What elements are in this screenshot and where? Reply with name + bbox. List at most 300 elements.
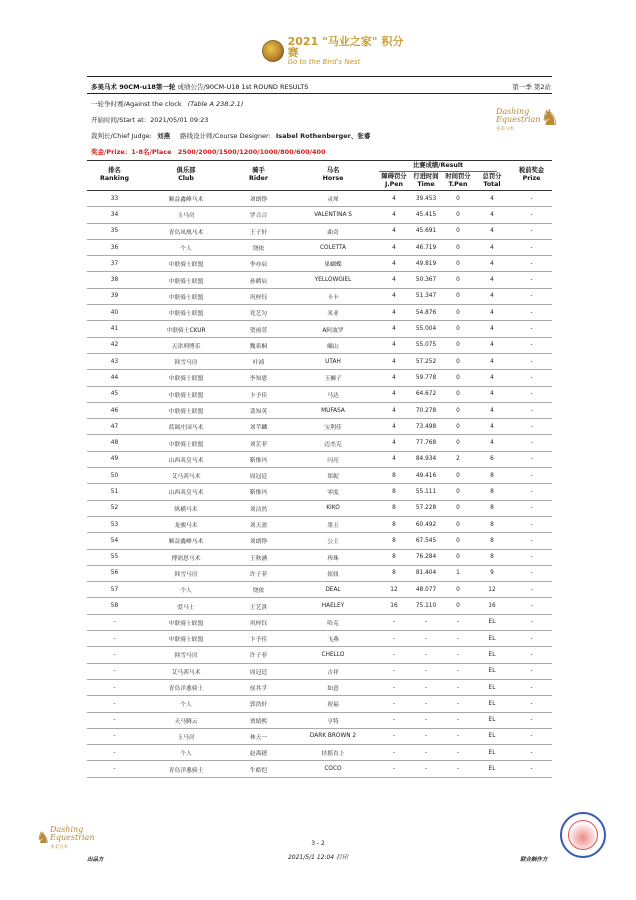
cell-rank: 47 xyxy=(110,423,119,430)
table-row xyxy=(87,517,552,533)
season-label: 第一季 第2站 xyxy=(512,83,551,91)
cell-jpen: - xyxy=(392,766,396,773)
cell-tpen: - xyxy=(456,651,460,658)
cell-total: EL xyxy=(488,749,496,756)
cell-tpen: 0 xyxy=(456,554,460,561)
cell-horse: 米亚 xyxy=(327,311,339,318)
cell-total: 8 xyxy=(490,521,494,528)
cell-prize: - xyxy=(530,635,533,642)
cell-horse: 公主 xyxy=(327,539,339,546)
cell-rider: 林天一 xyxy=(249,734,268,741)
cell-jpen: 8 xyxy=(392,505,396,512)
cell-horse: A阿波罗 xyxy=(322,327,344,334)
cell-total: 4 xyxy=(490,260,494,267)
table-row xyxy=(87,729,552,745)
cell-tpen: - xyxy=(456,668,460,675)
cell-rank: 51 xyxy=(110,488,119,495)
cell-tpen: 0 xyxy=(456,374,460,381)
cell-tpen: 0 xyxy=(456,326,460,333)
cell-jpen: 4 xyxy=(392,195,396,202)
cell-jpen: 8 xyxy=(392,472,396,479)
cell-tpen: - xyxy=(456,717,460,724)
cell-time: 39.453 xyxy=(415,195,437,202)
cell-rank: - xyxy=(113,668,116,675)
cell-total: 4 xyxy=(490,423,494,430)
table-row xyxy=(87,403,552,419)
cell-club: 顺益鑫峰马术 xyxy=(168,539,204,546)
table-row xyxy=(87,468,552,484)
event-logo xyxy=(262,35,412,66)
cell-time: 55.004 xyxy=(415,326,437,333)
cell-jpen: 8 xyxy=(392,570,396,577)
cell-tpen: 0 xyxy=(456,211,460,218)
cell-rank: 53 xyxy=(110,521,119,528)
cell-tpen: 0 xyxy=(456,488,460,495)
cell-rider: 巩梓钰 xyxy=(249,620,268,627)
cell-prize: - xyxy=(530,537,533,544)
cell-total: 4 xyxy=(490,195,494,202)
judge-name: 刘燕 xyxy=(157,132,171,140)
cell-rider: 郭浩轩 xyxy=(249,702,268,709)
cell-club: 博润思马术 xyxy=(171,555,201,562)
cell-prize: - xyxy=(530,195,533,202)
cell-horse: 亨特 xyxy=(327,718,339,725)
officials-line xyxy=(91,131,370,140)
header-bottom-rule xyxy=(87,93,552,94)
cell-total: 8 xyxy=(490,505,494,512)
cell-time: - xyxy=(424,619,428,626)
col-club: 俱乐部 Club xyxy=(176,167,196,182)
cell-time: - xyxy=(424,668,428,675)
cell-jpen: - xyxy=(392,733,396,740)
cell-jpen: 8 xyxy=(392,521,396,528)
designer-label: 路线设计师/Course Designer: xyxy=(180,132,271,140)
cell-horse: 哈克 xyxy=(327,620,339,627)
cell-jpen: - xyxy=(392,717,396,724)
cell-tpen: 0 xyxy=(456,342,460,349)
cell-jpen: 4 xyxy=(392,456,396,463)
cell-time: - xyxy=(424,684,428,691)
cell-time: 76.284 xyxy=(415,554,437,561)
cell-tpen: 0 xyxy=(456,521,460,528)
cell-prize: - xyxy=(530,586,533,593)
table-row xyxy=(87,713,552,729)
table-ref: (Table A 238.2.1) xyxy=(187,100,244,108)
cell-tpen: 2 xyxy=(456,456,460,463)
cell-club: 中联骑士联盟 xyxy=(168,311,204,318)
cell-club: 个人 xyxy=(180,246,192,253)
table-row xyxy=(87,647,552,663)
cell-club: 中联骑士联盟 xyxy=(168,278,204,285)
cell-rider: 侯其孚 xyxy=(249,686,268,693)
cell-total: EL xyxy=(488,717,496,724)
cell-jpen: 8 xyxy=(392,488,396,495)
cell-horse: 玉狮子 xyxy=(324,376,342,383)
cell-tpen: 0 xyxy=(456,603,460,610)
cell-rider: 李知恩 xyxy=(249,376,268,383)
cell-horse: 零度 xyxy=(327,490,339,497)
cell-club: 玉马房 xyxy=(177,734,195,741)
cell-horse: 妞妞 xyxy=(327,571,339,578)
cell-club: 中联骑士联盟 xyxy=(168,294,204,301)
cell-total: EL xyxy=(488,700,496,707)
cell-club: 韩雪马房 xyxy=(174,360,198,367)
cell-horse: KIKO xyxy=(326,505,340,512)
cell-club: 艾马茜马术 xyxy=(171,474,201,481)
cell-club: 个人 xyxy=(180,588,192,595)
cell-tpen: 0 xyxy=(456,407,460,414)
cell-time: - xyxy=(424,766,428,773)
cell-tpen: - xyxy=(456,619,460,626)
table-row xyxy=(87,696,552,712)
cell-club: 青岛洋葱骑士 xyxy=(168,767,204,774)
cell-prize: - xyxy=(530,358,533,365)
cell-rider: 牛皓恺 xyxy=(249,767,268,774)
cell-prize: - xyxy=(530,521,533,528)
cell-tpen: 0 xyxy=(456,309,460,316)
cell-rider: 王秋涵 xyxy=(249,555,268,562)
cell-rank: - xyxy=(113,700,116,707)
cell-tpen: 0 xyxy=(456,228,460,235)
cell-tpen: - xyxy=(456,700,460,707)
cell-time: 67.545 xyxy=(415,537,437,544)
table-row xyxy=(87,289,552,305)
cell-tpen: - xyxy=(456,766,460,773)
table-header xyxy=(87,160,552,191)
cell-time: 55.111 xyxy=(415,488,437,495)
cell-jpen: 4 xyxy=(392,342,396,349)
cell-total: EL xyxy=(488,668,496,675)
group-rule xyxy=(379,171,497,172)
page-number: 3 - 2 xyxy=(311,840,325,847)
table-row xyxy=(87,224,552,240)
table-row xyxy=(87,272,552,288)
cell-rank: 35 xyxy=(110,228,119,235)
cell-horse: 祝福 xyxy=(327,702,339,709)
col-jpen: 障碍罚分 J.Pen xyxy=(381,173,407,188)
cell-club: 青岛凤凰马术 xyxy=(168,229,204,236)
cell-time: 45.415 xyxy=(415,211,437,218)
cell-total: 4 xyxy=(490,342,494,349)
cell-tpen: 0 xyxy=(456,505,460,512)
col-time: 行进时间 Time xyxy=(413,173,439,188)
cell-prize: - xyxy=(530,684,533,691)
table-row xyxy=(87,582,552,598)
table-row xyxy=(87,664,552,680)
cell-rider: 王子轩 xyxy=(249,229,268,236)
cell-total: 6 xyxy=(490,456,494,463)
cell-horse: 扶摇直上 xyxy=(321,751,345,758)
cell-rider: 刘朗铮 xyxy=(249,539,268,546)
cell-total: 4 xyxy=(490,277,494,284)
table-row xyxy=(87,338,552,354)
judge-label: 裁判长/Chief Judge: xyxy=(91,132,152,140)
cell-time: 64.672 xyxy=(415,391,437,398)
cell-prize: - xyxy=(530,391,533,398)
cell-club: 个人 xyxy=(180,702,192,709)
cell-prize: - xyxy=(530,570,533,577)
cell-total: 8 xyxy=(490,554,494,561)
cell-time: 49.416 xyxy=(415,472,437,479)
cell-rider: 党艺匀 xyxy=(249,311,268,318)
cell-time: 73.498 xyxy=(415,423,437,430)
cell-tpen: 1 xyxy=(456,570,460,577)
cell-jpen: - xyxy=(392,749,396,756)
brand-line1: Dashing xyxy=(496,107,530,116)
round-type: 一轮争时赛/Against the clock xyxy=(91,100,182,108)
table-row xyxy=(87,370,552,386)
table-row xyxy=(87,566,552,582)
brand-small: 多美马术 xyxy=(496,126,514,132)
cell-club: 艾马茜马术 xyxy=(171,669,201,676)
cell-rider: 李亦辰 xyxy=(249,262,268,269)
table-row xyxy=(87,615,552,631)
cell-prize: - xyxy=(530,326,533,333)
cell-total: 4 xyxy=(490,326,494,333)
cell-horse: CHELLO xyxy=(321,651,345,658)
cell-rider: 刘洁然 xyxy=(249,506,268,513)
cell-horse: 嘟山 xyxy=(327,343,339,350)
cell-prize: - xyxy=(530,407,533,414)
cell-jpen: 12 xyxy=(390,586,398,593)
table-row xyxy=(87,207,552,223)
cell-rank: 50 xyxy=(110,472,119,479)
competition-title-suffix: 成绩公告/90CM-U18 1st ROUND RESULTS xyxy=(177,83,309,91)
cell-prize: - xyxy=(530,260,533,267)
cell-jpen: 4 xyxy=(392,228,396,235)
table-row xyxy=(87,321,552,337)
cell-total: 16 xyxy=(488,603,496,610)
cell-jpen: 8 xyxy=(392,554,396,561)
cell-time: - xyxy=(424,700,428,707)
cell-time: 57.252 xyxy=(415,358,437,365)
cell-rank: 33 xyxy=(110,195,119,202)
col-tpen: 时间罚分 T.Pen xyxy=(445,173,471,188)
brand-logo xyxy=(496,106,560,140)
cell-horse: 如意 xyxy=(327,686,339,693)
cell-total: EL xyxy=(488,766,496,773)
cell-tpen: 0 xyxy=(456,472,460,479)
cell-rank: 34 xyxy=(110,211,119,218)
cell-total: 4 xyxy=(490,309,494,316)
cell-tpen: - xyxy=(456,684,460,691)
cell-prize: - xyxy=(530,374,533,381)
cell-rank: - xyxy=(113,635,116,642)
cell-total: 4 xyxy=(490,440,494,447)
cell-tpen: 0 xyxy=(456,586,460,593)
cell-total: 4 xyxy=(490,374,494,381)
cell-prize: - xyxy=(530,277,533,284)
cell-time: 55.075 xyxy=(415,342,437,349)
cell-tpen: 0 xyxy=(456,423,460,430)
cell-prize: - xyxy=(530,211,533,218)
cell-time: 60.492 xyxy=(415,521,437,528)
cell-prize: - xyxy=(530,603,533,610)
cell-rank: 39 xyxy=(110,293,119,300)
association-seal-icon xyxy=(560,812,606,858)
cell-rider: 卞予佳 xyxy=(249,392,268,399)
cell-rank: 52 xyxy=(110,505,119,512)
cell-horse: 迈杰克 xyxy=(324,441,342,448)
cell-horse: 墨玉 xyxy=(327,523,339,530)
cell-prize: - xyxy=(530,472,533,479)
cell-rank: 46 xyxy=(110,407,119,414)
cell-time: 81.404 xyxy=(415,570,437,577)
cell-jpen: 4 xyxy=(392,358,396,365)
cell-time: 57.228 xyxy=(415,505,437,512)
cell-time: 48.077 xyxy=(415,586,437,593)
cell-jpen: - xyxy=(392,651,396,658)
cell-horse: 卡卡 xyxy=(327,294,339,301)
cell-prize: - xyxy=(530,749,533,756)
start-time: 开始时间/Start at：2021/05/01 09:23 xyxy=(91,116,209,124)
cell-rider: 魏希桐 xyxy=(249,343,268,350)
cell-total: 8 xyxy=(490,488,494,495)
round-type-line xyxy=(91,99,243,108)
prize-values: 2500/2000/1500/1200/1000/800/600/400 xyxy=(177,148,326,156)
cell-prize: - xyxy=(530,668,533,675)
cell-prize: - xyxy=(530,554,533,561)
cell-jpen: 4 xyxy=(392,244,396,251)
cell-horse: 马达 xyxy=(327,392,339,399)
table-row xyxy=(87,745,552,761)
cell-rider: 孙鹤辰 xyxy=(249,278,268,285)
cell-time: 70.278 xyxy=(415,407,437,414)
cell-jpen: 16 xyxy=(390,603,398,610)
cell-horse: 果蝴蝶 xyxy=(324,262,342,269)
cell-prize: - xyxy=(530,309,533,316)
cell-total: EL xyxy=(488,635,496,642)
footer-horse-icon: ♞ xyxy=(36,828,51,847)
cell-time: 51.347 xyxy=(415,293,437,300)
cell-rank: 49 xyxy=(110,456,119,463)
cell-jpen: - xyxy=(392,619,396,626)
cell-rider: 赵禹捷 xyxy=(249,751,268,758)
cell-rider: 卞予佳 xyxy=(249,637,268,644)
cell-rank: 55 xyxy=(110,554,119,561)
cell-rider: 靳惟玛 xyxy=(249,457,268,464)
cell-club: 个人 xyxy=(180,751,192,758)
cell-horse: COLETTA xyxy=(320,244,346,251)
cell-rider: 饶依 xyxy=(252,588,265,595)
cell-rank: - xyxy=(113,619,116,626)
horse-logo-icon: ♞ xyxy=(540,106,560,131)
cell-jpen: 4 xyxy=(392,407,396,414)
table-row xyxy=(87,598,552,614)
cell-total: EL xyxy=(488,684,496,691)
cell-time: 54.876 xyxy=(415,309,437,316)
table-row xyxy=(87,191,552,207)
cell-jpen: - xyxy=(392,635,396,642)
col-total: 总罚分 Total xyxy=(482,173,502,188)
cell-tpen: 0 xyxy=(456,195,460,202)
cell-rank: 38 xyxy=(110,277,119,284)
cell-prize: - xyxy=(530,342,533,349)
cell-club: 韩雪马房 xyxy=(174,571,198,578)
brand-line2: Equestrian xyxy=(496,115,541,125)
cell-tpen: 0 xyxy=(456,391,460,398)
table-row xyxy=(87,305,552,321)
cell-rank: 45 xyxy=(110,391,119,398)
table-row xyxy=(87,256,552,272)
table-row xyxy=(87,452,552,468)
table-row xyxy=(87,419,552,435)
cell-rank: - xyxy=(113,733,116,740)
cell-rank: - xyxy=(113,749,116,756)
table-row xyxy=(87,435,552,451)
footer-brand-line2: Equestrian xyxy=(50,833,95,843)
cell-horse: DEAL xyxy=(325,586,341,593)
cell-horse: DARK BROWN 2 xyxy=(309,733,357,740)
cell-time: 50.367 xyxy=(415,277,437,284)
cell-rider: 裴知英 xyxy=(249,409,268,415)
footer-producer: 出品方 xyxy=(87,857,104,863)
cell-club: 中联骑士联盟 xyxy=(168,620,204,627)
competition-title: 多美马术 90CM-u18第一轮 xyxy=(91,83,176,91)
cell-rider: 贾婧熙 xyxy=(249,718,268,725)
cell-jpen: 4 xyxy=(392,309,396,316)
print-time: 2021/5/1 12:04 打印 xyxy=(287,854,349,861)
cell-horse: MUFASA xyxy=(321,407,345,414)
cell-time: 75.110 xyxy=(415,603,437,610)
cell-rank: 44 xyxy=(110,374,119,381)
cell-club: 爱马士 xyxy=(177,604,195,611)
cell-time: - xyxy=(424,635,428,642)
cell-total: EL xyxy=(488,733,496,740)
cell-rank: 48 xyxy=(110,440,119,447)
cell-jpen: 4 xyxy=(392,440,396,447)
cell-prize: - xyxy=(530,505,533,512)
footer-brand-small: 多美马术 xyxy=(50,844,68,850)
cell-horse: 灵犀 xyxy=(327,197,339,204)
cell-rank: 41 xyxy=(110,326,119,333)
cell-tpen: 0 xyxy=(456,293,460,300)
cell-club: 中联骑士联盟 xyxy=(168,262,204,269)
cell-tpen: 0 xyxy=(456,440,460,447)
cell-horse: 宝利佳 xyxy=(324,425,342,432)
results-table xyxy=(87,160,552,778)
cell-rank: 37 xyxy=(110,260,119,267)
cell-prize: - xyxy=(530,293,533,300)
cell-rank: 56 xyxy=(110,570,119,577)
cell-club: 中联骑士联盟 xyxy=(168,441,204,448)
cell-prize: - xyxy=(530,766,533,773)
cell-prize: - xyxy=(530,733,533,740)
cell-tpen: - xyxy=(456,749,460,756)
cell-rider: 巩梓钰 xyxy=(249,294,268,301)
table-row xyxy=(87,354,552,370)
cell-prize: - xyxy=(530,488,533,495)
cell-prize: - xyxy=(530,440,533,447)
cell-horse: 曲奇 xyxy=(327,229,339,236)
cell-rank: 58 xyxy=(110,603,119,610)
cell-club: 纵横马术 xyxy=(174,506,198,513)
event-logo-title: 2021 "马业之家" 积分赛 xyxy=(287,35,404,59)
cell-jpen: - xyxy=(392,700,396,707)
cell-rider: 王艺淇 xyxy=(249,604,268,611)
cell-rider: 许子菲 xyxy=(249,571,268,578)
cell-time: 77.768 xyxy=(415,440,437,447)
cell-total: 9 xyxy=(490,570,494,577)
cell-total: 8 xyxy=(490,537,494,544)
cell-club: 顺益鑫峰马术 xyxy=(168,197,204,204)
cell-prize: - xyxy=(530,717,533,724)
cell-time: 59.778 xyxy=(415,374,437,381)
cell-club: 天津刑博乐 xyxy=(171,343,201,350)
cell-horse: 珍珠 xyxy=(327,555,339,562)
cell-rank: - xyxy=(113,684,116,691)
table-row xyxy=(87,550,552,566)
